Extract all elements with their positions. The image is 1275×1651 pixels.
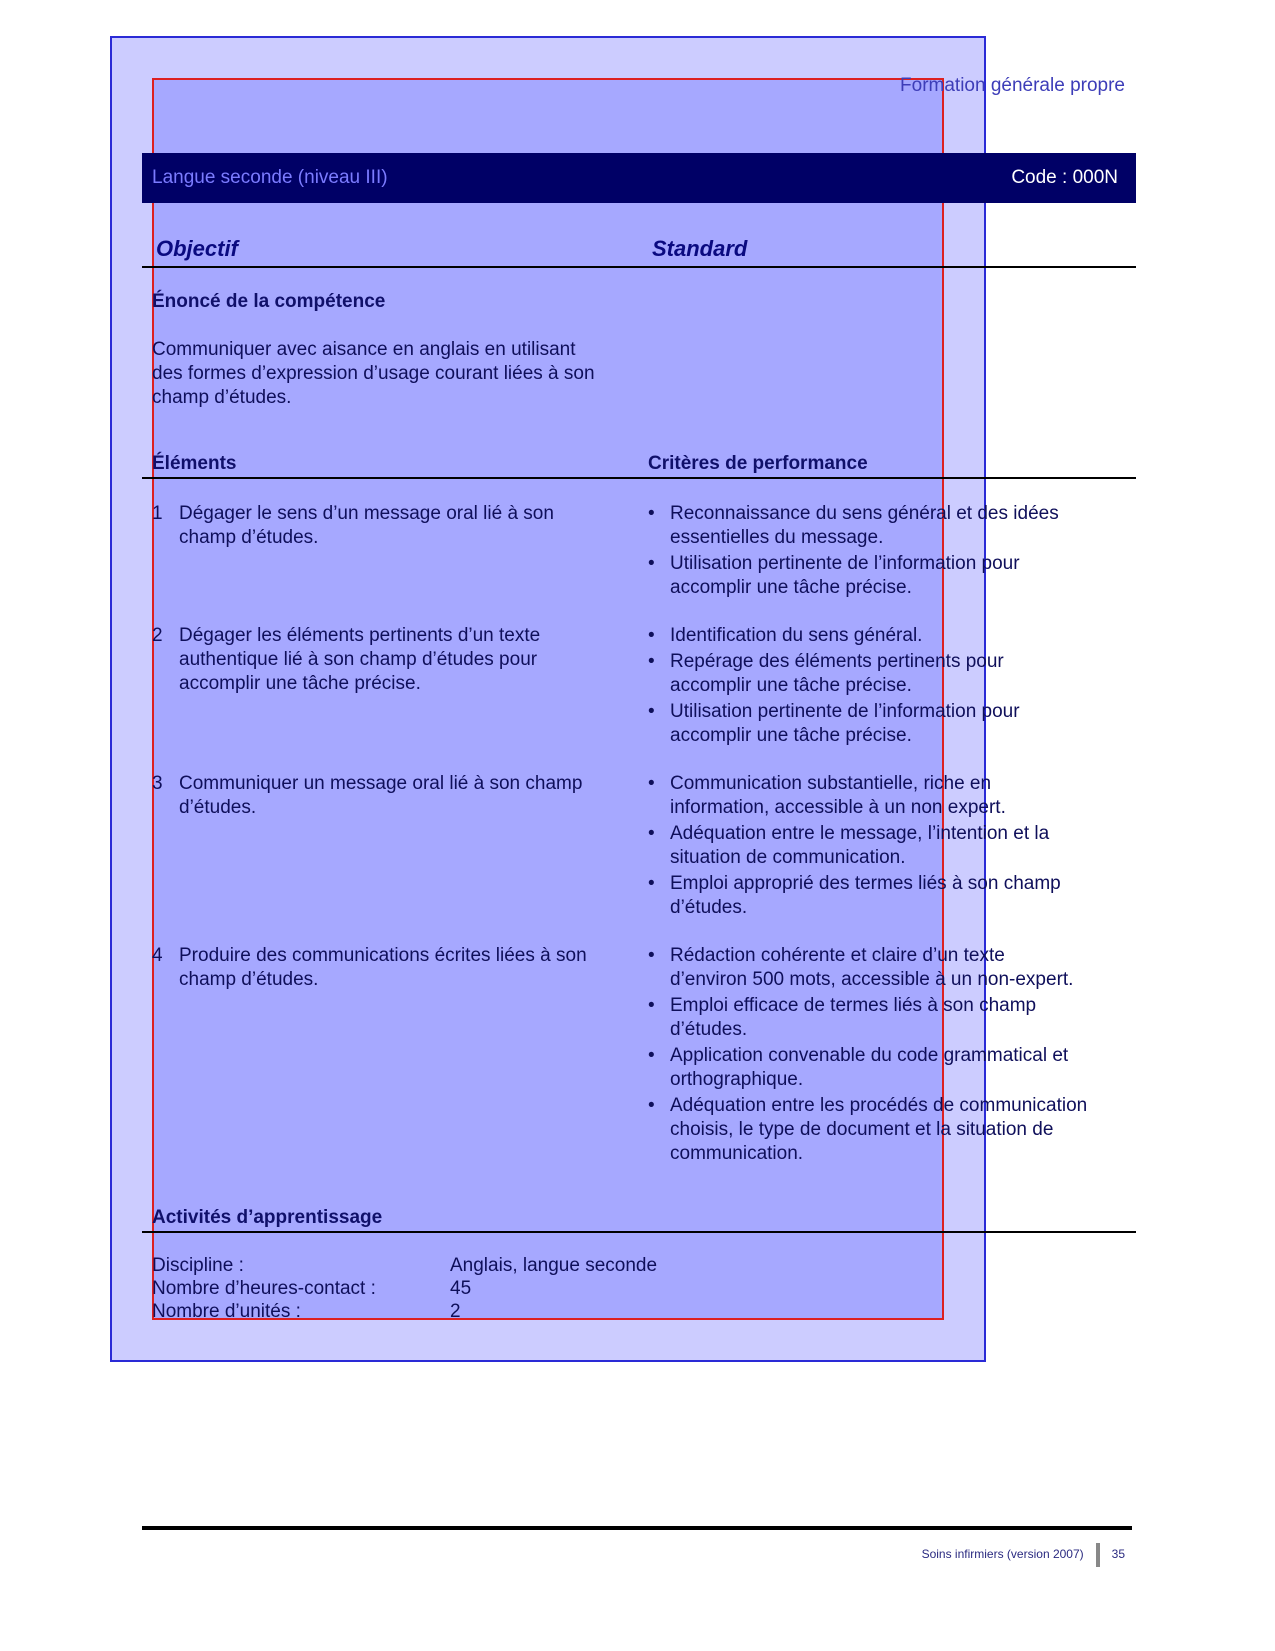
course-title: Langue seconde (niveau III) <box>152 167 388 188</box>
element-item <box>152 772 632 820</box>
bullet-icon: • <box>648 503 655 524</box>
activity-value: 2 <box>450 1301 461 1322</box>
bullet-icon: • <box>648 1095 655 1116</box>
elements-heading: Éléments <box>152 453 237 474</box>
competency-heading: Énoncé de la compétence <box>152 291 386 312</box>
criterion-item <box>648 1094 1128 1166</box>
element-line: Produire des communications écrites liées à son <box>179 945 587 966</box>
criterion-item <box>648 872 1128 920</box>
criterion-item <box>648 994 1128 1042</box>
course-code: Code : 000N <box>1011 167 1118 188</box>
divider-activities <box>142 1231 1136 1233</box>
bullet-icon: • <box>648 823 655 844</box>
criterion-line: Communication substantielle, riche en <box>670 773 992 794</box>
criteria-list <box>648 502 1128 602</box>
page-footer <box>922 1543 1125 1567</box>
divider-objective <box>142 266 1136 268</box>
page-number: 35 <box>1111 1547 1125 1562</box>
criterion-line: Identification du sens général. <box>670 625 923 646</box>
divider-elements <box>142 477 1136 479</box>
competency-line: des formes d’expression d’usage courant liées à son <box>152 363 595 384</box>
element-number: 1 <box>152 503 163 524</box>
bullet-icon: • <box>648 945 655 966</box>
element-item <box>152 502 632 550</box>
competency-line: champ d’études. <box>152 387 292 408</box>
footer-separator <box>1096 1543 1100 1567</box>
criterion-line: d’études. <box>670 1019 748 1040</box>
criterion-line: information, accessible à un non expert. <box>670 797 1006 818</box>
activity-value: 45 <box>450 1278 472 1299</box>
criterion-line: accomplir une tâche précise. <box>670 577 912 598</box>
competency-line: Communiquer avec aisance en anglais en utilisant <box>152 339 576 360</box>
element-line: champ d’études. <box>179 969 319 990</box>
element-number: 2 <box>152 625 163 646</box>
bullet-icon: • <box>648 995 655 1016</box>
criterion-line: situation de communication. <box>670 847 906 868</box>
criterion-item <box>648 1044 1128 1092</box>
criterion-item <box>648 822 1128 870</box>
objective-heading: Objectif <box>156 236 238 261</box>
criterion-item <box>648 650 1128 698</box>
element-number: 3 <box>152 773 163 794</box>
criterion-line: Adéquation entre le message, l’intention et la <box>670 823 1050 844</box>
element-number: 4 <box>152 945 163 966</box>
criterion-line: communication. <box>670 1143 804 1164</box>
bullet-icon: • <box>648 701 655 722</box>
competency-statement <box>152 338 595 410</box>
bullet-icon: • <box>648 651 655 672</box>
criterion-line: Adéquation entre les procédés de communication <box>670 1095 1088 1116</box>
element-line: accomplir une tâche précise. <box>179 673 421 694</box>
criteria-list <box>648 624 1128 750</box>
criterion-item <box>648 502 1128 550</box>
activity-key: Discipline : <box>152 1255 244 1276</box>
activity-row <box>152 1300 461 1323</box>
standard-heading: Standard <box>652 236 748 261</box>
criterion-line: accomplir une tâche précise. <box>670 725 912 746</box>
criterion-line: Application convenable du code grammatical et <box>670 1045 1069 1066</box>
program-header: Formation générale propre <box>900 75 1125 96</box>
bullet-icon: • <box>648 1045 655 1066</box>
criterion-line: Repérage des éléments pertinents pour <box>670 651 1004 672</box>
element-line: champ d’études. <box>179 527 319 548</box>
element-line: authentique lié à son champ d’études pour <box>179 649 538 670</box>
criteria-heading: Critères de performance <box>648 453 868 474</box>
criterion-line: Emploi approprié des termes liés à son champ <box>670 873 1061 894</box>
element-item <box>152 624 632 696</box>
activity-row <box>152 1277 471 1300</box>
criterion-item <box>648 624 1128 648</box>
criterion-line: Utilisation pertinente de l’information pour <box>670 553 1020 574</box>
criterion-line: Reconnaissance du sens général et des idées <box>670 503 1059 524</box>
criterion-item <box>648 700 1128 748</box>
criterion-line: Utilisation pertinente de l’information pour <box>670 701 1020 722</box>
criterion-line: d’études. <box>670 897 748 918</box>
activity-key: Nombre d’unités : <box>152 1301 301 1322</box>
criterion-item <box>648 944 1128 992</box>
bullet-icon: • <box>648 773 655 794</box>
bullet-icon: • <box>648 625 655 646</box>
footer-divider <box>142 1526 1132 1530</box>
element-line: Dégager les éléments pertinents d’un texte <box>179 625 541 646</box>
criterion-line: essentielles du message. <box>670 527 884 548</box>
bullet-icon: • <box>648 553 655 574</box>
activity-row <box>152 1254 657 1277</box>
criteria-list <box>648 772 1128 922</box>
bullet-icon: • <box>648 873 655 894</box>
criterion-line: Emploi efficace de termes liés à son champ <box>670 995 1037 1016</box>
activity-key: Nombre d’heures-contact : <box>152 1278 376 1299</box>
course-title-bar <box>142 153 1136 203</box>
criteria-list <box>648 944 1128 1168</box>
criterion-line: d’environ 500 mots, accessible à un non-expert. <box>670 969 1074 990</box>
element-item <box>152 944 632 992</box>
criterion-line: orthographique. <box>670 1069 804 1090</box>
criterion-line: choisis, le type de document et la situation de <box>670 1119 1054 1140</box>
element-line: d’études. <box>179 797 257 818</box>
criterion-item <box>648 772 1128 820</box>
footer-document-title: Soins infirmiers (version 2007) <box>921 1547 1084 1562</box>
activity-value: Anglais, langue seconde <box>450 1255 658 1276</box>
criterion-line: Rédaction cohérente et claire d’un texte <box>670 945 1005 966</box>
element-line: Dégager le sens d’un message oral lié à son <box>179 503 554 524</box>
element-line: Communiquer un message oral lié à son champ <box>179 773 583 794</box>
activities-heading: Activités d’apprentissage <box>152 1207 383 1228</box>
criterion-item <box>648 552 1128 600</box>
criterion-line: accomplir une tâche précise. <box>670 675 912 696</box>
